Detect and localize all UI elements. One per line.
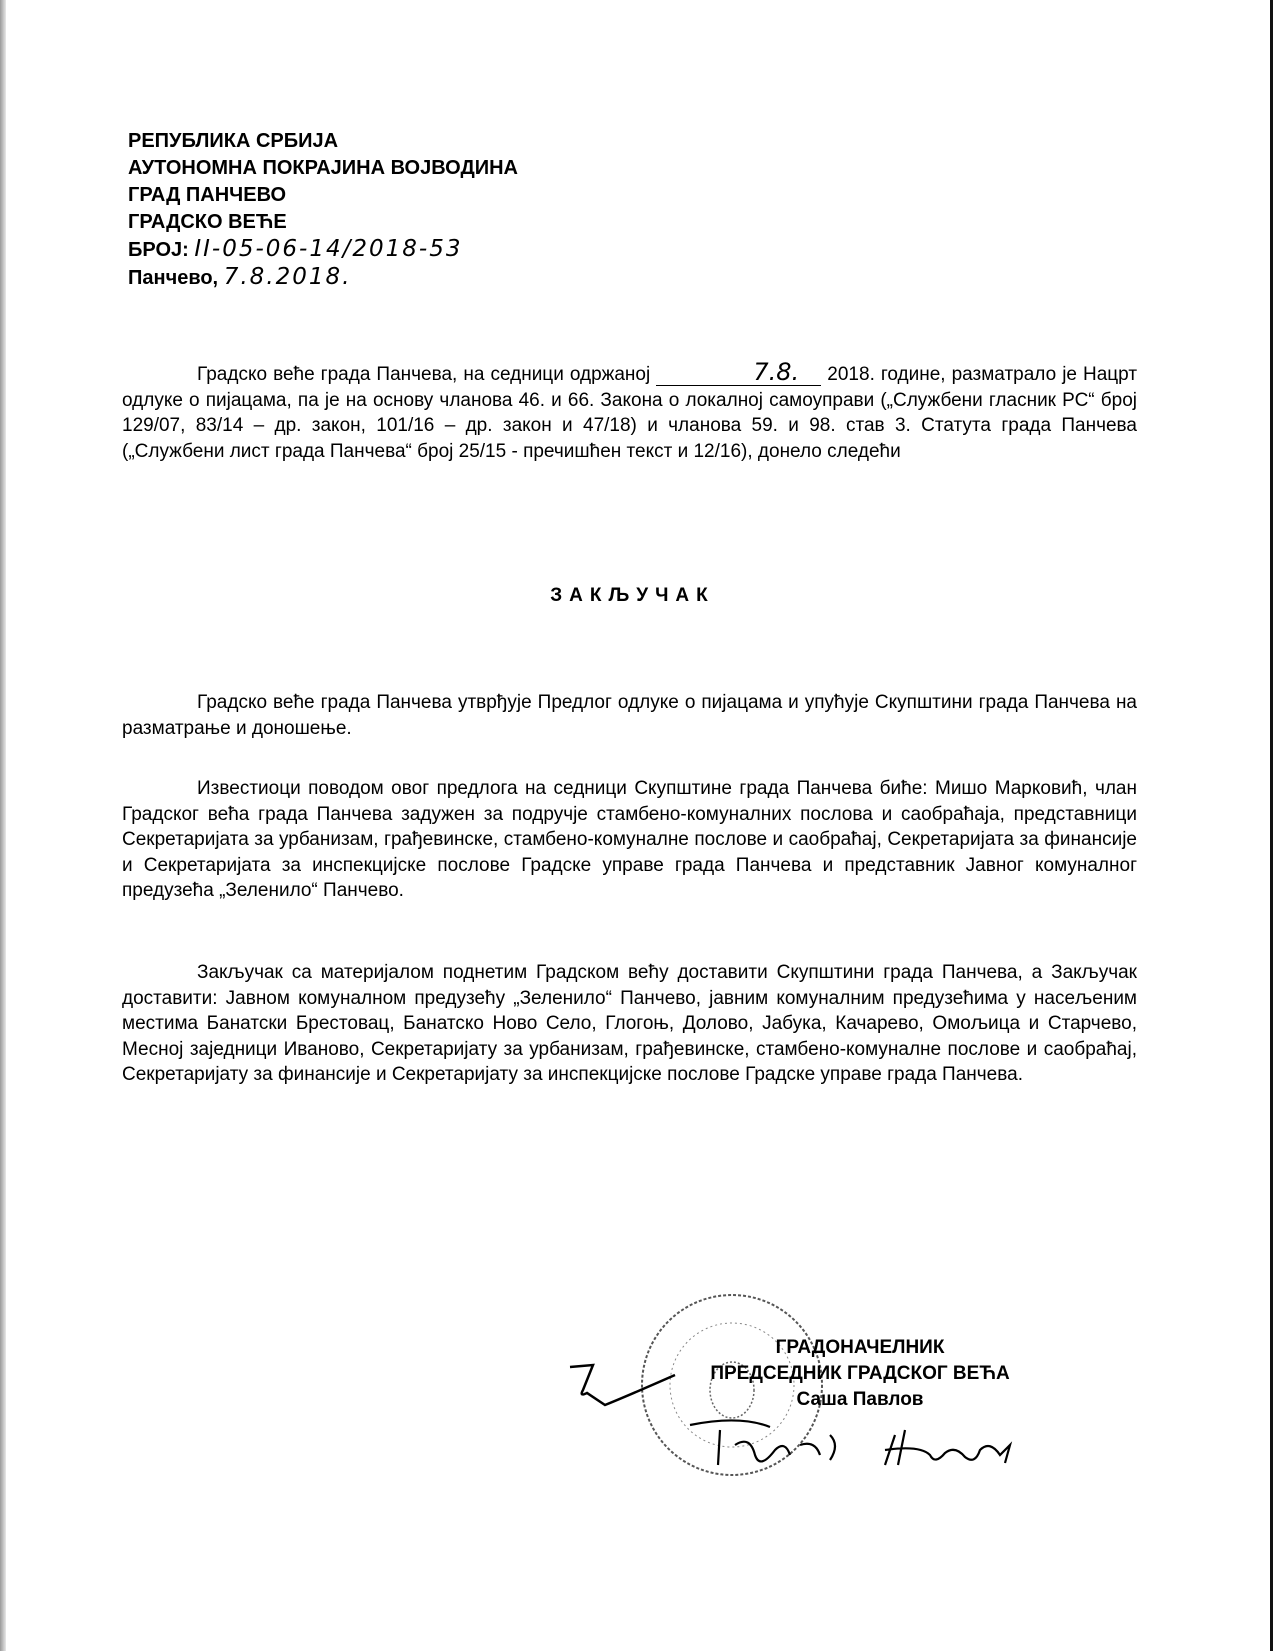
session-date-handwritten: 7.8. [753, 358, 800, 386]
signer-title: ПРЕДСЕДНИК ГРАДСКОГ ВЕЋА [710, 1363, 1010, 1384]
header-line: РЕПУБЛИКА СРБИЈА [128, 130, 339, 152]
session-date-blank [656, 358, 821, 386]
handwritten-signature [680, 1415, 1040, 1485]
scan-edge-right [1270, 0, 1273, 1651]
number-label: БРОЈ: [128, 239, 189, 261]
intro-after: 2018. године, разматрало је Нацрт одлуке о пијацама, па је на основу чланова 46. и 66. Закона о локалној самоуправи („Службени гласник РС“ број 129/07, 83/14 – др. закон, 101/16 – др. закон и 47/18) и чланова 59. и 98. став 3. Статута града Панчева („Службени лист града Панчева“ број 25/15 - пречишћен текст и 12/16), донело следећи [122, 364, 1138, 462]
scan-edge-left [0, 0, 6, 1651]
signer-name: Саша Павлов [796, 1389, 924, 1410]
initials-signature [565, 1355, 685, 1415]
body-paragraph: Известиоци поводом овог предлога на седници Скупштине града Панчева биће: Мишо Марковић, члан Градског већа града Панчева задужен за подручје стамбено-комуналних послова и саобраћаја, представници Секретаријата за урбанизам, грађевинске, стамбено-комуналне послове и саобраћај, Секретаријата за финансије и Секретаријата за инспекцијске послове Градске управе града Панчева и представник Јавног комуналног предузећа „Зеленило“ Панчево. [122, 778, 1137, 901]
document-title: ЗАКЉУЧАК [550, 585, 715, 606]
intro-paragraph [122, 358, 1138, 464]
header-line: АУТОНОМНА ПОКРАЈИНА ВОЈВОДИНА [128, 157, 518, 179]
header-line: ГРАД ПАНЧЕВО [128, 184, 287, 206]
signer-title: ГРАДОНАЧЕЛНИК [775, 1337, 945, 1358]
intro-before: Градско веће града Панчева, на седници одржаној [197, 364, 651, 385]
body-paragraph: Закључак са материјалом поднетим Градском већу доставити Скупштини града Панчева, а Закључак доставити: Јавном комуналном предузећу „Зеленило“ Панчево, јавним комуналним предузећима у насељеним местима Банатски Брестовац, Банатско Ново Село, Глогоњ, Долово, Јабука, Качарево, Омољица и Старчево, Месној заједници Иваново, Секретаријату за урбанизам, грађевинске, стамбено-комуналне послове и саобраћај, Секретаријату за финансије и Секретаријату за инспекцијске послове Градске управе града Панчева. [122, 962, 1137, 1085]
signature-block [650, 1335, 1070, 1413]
document-place-date [128, 264, 518, 292]
document-header [128, 128, 518, 292]
header-line: ГРАДСКО ВЕЋЕ [128, 211, 287, 233]
document-number [128, 236, 518, 264]
date-handwritten: 7.8.2018. [223, 264, 352, 290]
body-paragraph: Градско веће града Панчева утврђује Предлог одлуке о пијацама и упућује Скупштини града Панчева на разматрање и доношење. [122, 692, 1137, 739]
place-label: Панчево, [128, 267, 219, 289]
number-value-handwritten: II-05-06-14/2018-53 [194, 236, 463, 262]
